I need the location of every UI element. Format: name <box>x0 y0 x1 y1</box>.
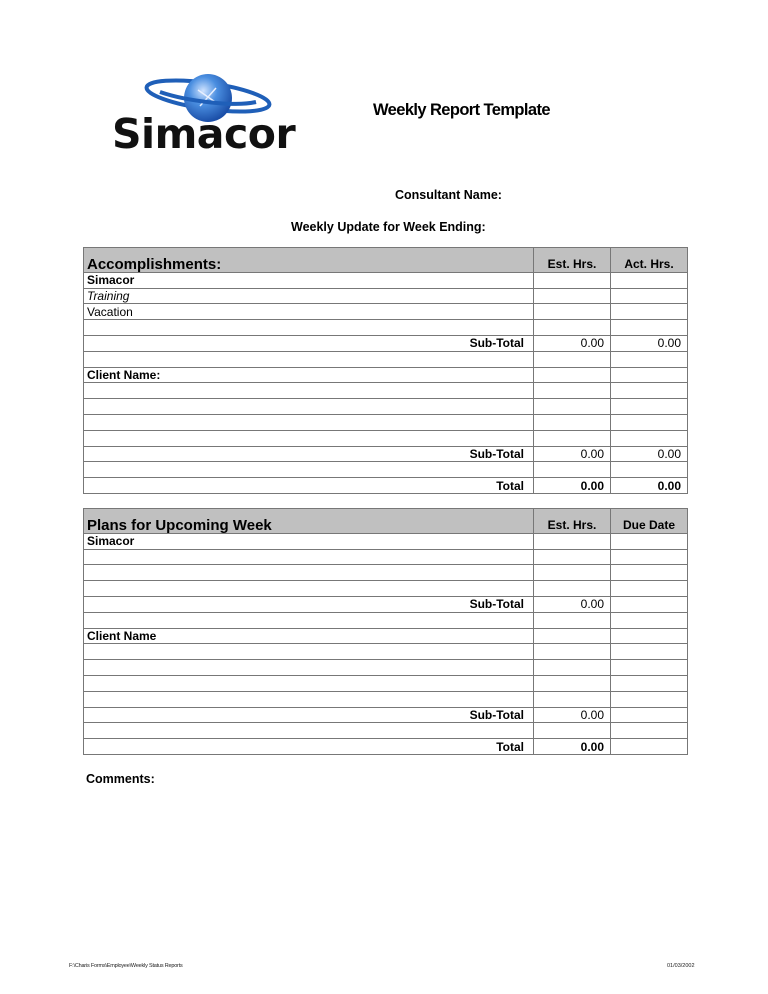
table-row <box>84 430 688 446</box>
row-label-cell[interactable]: Simacor <box>84 533 534 549</box>
table-row <box>84 288 688 304</box>
row-label-cell[interactable]: Sub-Total <box>84 446 534 462</box>
est-hrs-cell[interactable] <box>534 691 611 707</box>
table-row <box>84 549 688 565</box>
due-date-cell[interactable] <box>611 739 688 755</box>
due-date-cell[interactable] <box>611 628 688 644</box>
due-date-cell[interactable] <box>611 596 688 612</box>
act-hrs-cell[interactable] <box>611 430 688 446</box>
due-date-cell[interactable] <box>611 612 688 628</box>
est-hrs-cell[interactable] <box>534 533 611 549</box>
table-header-row <box>84 248 688 273</box>
act-hrs-cell[interactable] <box>611 383 688 399</box>
subtotal-row <box>84 707 688 723</box>
est-hrs-cell[interactable] <box>534 367 611 383</box>
est-hrs-cell[interactable] <box>534 581 611 597</box>
subtotal-row <box>84 335 688 351</box>
est-hrs-cell[interactable] <box>534 462 611 478</box>
est-hrs-header: Est. Hrs. <box>534 248 611 273</box>
act-hrs-cell[interactable] <box>611 272 688 288</box>
footer-date: 01/03/2002 <box>667 963 695 969</box>
table-row <box>84 399 688 415</box>
est-hrs-cell[interactable] <box>534 304 611 320</box>
est-hrs-cell[interactable] <box>534 549 611 565</box>
row-label-cell[interactable]: Simacor <box>84 272 534 288</box>
table-row <box>84 351 688 367</box>
est-hrs-cell[interactable] <box>534 660 611 676</box>
table-row <box>84 272 688 288</box>
act-hrs-cell[interactable] <box>611 414 688 430</box>
due-date-cell[interactable] <box>611 660 688 676</box>
due-date-cell[interactable] <box>611 675 688 691</box>
table-row <box>84 628 688 644</box>
table-row <box>84 581 688 597</box>
table-row <box>84 383 688 399</box>
row-label-cell[interactable]: Client Name <box>84 628 534 644</box>
act-hrs-header: Act. Hrs. <box>611 248 688 273</box>
subtotal-row <box>84 596 688 612</box>
row-label-cell[interactable]: Sub-Total <box>84 596 534 612</box>
subtotal-row <box>84 446 688 462</box>
due-date-header: Due Date <box>611 509 688 534</box>
row-label-cell[interactable]: Sub-Total <box>84 707 534 723</box>
due-date-cell[interactable] <box>611 707 688 723</box>
accomplishments-title: Accomplishments: <box>84 248 534 273</box>
table-row <box>84 304 688 320</box>
table-row <box>84 644 688 660</box>
table-header-row <box>84 509 688 534</box>
table-row <box>84 675 688 691</box>
row-label-cell[interactable] <box>84 462 534 478</box>
act-hrs-cell[interactable] <box>611 304 688 320</box>
consultant-name-label: Consultant Name: <box>395 188 502 202</box>
est-hrs-cell[interactable]: 0.00 <box>534 478 611 494</box>
row-label-cell[interactable] <box>84 320 534 336</box>
plans-table <box>83 508 688 755</box>
act-hrs-cell[interactable]: 0.00 <box>611 446 688 462</box>
row-label-cell[interactable]: Sub-Total <box>84 335 534 351</box>
est-hrs-header: Est. Hrs. <box>534 509 611 534</box>
table-row <box>84 462 688 478</box>
est-hrs-cell[interactable]: 0.00 <box>534 739 611 755</box>
table-row <box>84 367 688 383</box>
act-hrs-cell[interactable] <box>611 288 688 304</box>
logo-text: Simacor <box>112 110 296 158</box>
row-label-cell[interactable] <box>84 691 534 707</box>
est-hrs-cell[interactable] <box>534 272 611 288</box>
row-label-cell[interactable] <box>84 565 534 581</box>
table-row <box>84 723 688 739</box>
est-hrs-cell[interactable] <box>534 430 611 446</box>
row-label-cell[interactable] <box>84 549 534 565</box>
row-label-cell[interactable]: Total <box>84 478 534 494</box>
simacor-logo <box>108 72 318 162</box>
est-hrs-cell[interactable] <box>534 320 611 336</box>
est-hrs-cell[interactable]: 0.00 <box>534 335 611 351</box>
row-label-cell[interactable] <box>84 383 534 399</box>
row-label-cell[interactable] <box>84 660 534 676</box>
due-date-cell[interactable] <box>611 533 688 549</box>
due-date-cell[interactable] <box>611 644 688 660</box>
total-row <box>84 739 688 755</box>
row-label-cell[interactable] <box>84 430 534 446</box>
row-label-cell[interactable] <box>84 351 534 367</box>
est-hrs-cell[interactable] <box>534 644 611 660</box>
row-label-cell[interactable] <box>84 612 534 628</box>
due-date-cell[interactable] <box>611 581 688 597</box>
act-hrs-cell[interactable]: 0.00 <box>611 335 688 351</box>
row-label-cell[interactable] <box>84 644 534 660</box>
accomplishments-table <box>83 247 688 494</box>
est-hrs-cell[interactable] <box>534 399 611 415</box>
act-hrs-cell[interactable] <box>611 462 688 478</box>
row-label-cell[interactable] <box>84 399 534 415</box>
act-hrs-cell[interactable] <box>611 399 688 415</box>
table-row <box>84 691 688 707</box>
act-hrs-cell[interactable]: 0.00 <box>611 478 688 494</box>
row-label-cell[interactable] <box>84 581 534 597</box>
table-row <box>84 533 688 549</box>
row-label-cell[interactable]: Total <box>84 739 534 755</box>
est-hrs-cell[interactable] <box>534 383 611 399</box>
table-row <box>84 612 688 628</box>
est-hrs-cell[interactable] <box>534 351 611 367</box>
est-hrs-cell[interactable] <box>534 288 611 304</box>
due-date-cell[interactable] <box>611 691 688 707</box>
total-row <box>84 478 688 494</box>
row-label-cell[interactable]: Vacation <box>84 304 534 320</box>
row-label-cell[interactable] <box>84 723 534 739</box>
table-row <box>84 414 688 430</box>
footer-file-path: F:\Charis Forms\Employee\Weekly Status Reports <box>69 963 183 969</box>
week-ending-label: Weekly Update for Week Ending: <box>291 220 486 234</box>
row-label-cell[interactable] <box>84 414 534 430</box>
est-hrs-cell[interactable]: 0.00 <box>534 446 611 462</box>
due-date-cell[interactable] <box>611 723 688 739</box>
row-label-cell[interactable]: Training <box>84 288 534 304</box>
act-hrs-cell[interactable] <box>611 367 688 383</box>
plans-title: Plans for Upcoming Week <box>84 509 534 534</box>
row-label-cell[interactable] <box>84 675 534 691</box>
comments-label: Comments: <box>86 772 155 786</box>
due-date-cell[interactable] <box>611 565 688 581</box>
est-hrs-cell[interactable]: 0.00 <box>534 707 611 723</box>
row-label-cell[interactable]: Client Name: <box>84 367 534 383</box>
est-hrs-cell[interactable] <box>534 628 611 644</box>
est-hrs-cell[interactable] <box>534 565 611 581</box>
table-row <box>84 565 688 581</box>
table-row <box>84 320 688 336</box>
act-hrs-cell[interactable] <box>611 351 688 367</box>
table-row <box>84 660 688 676</box>
page-title: Weekly Report Template <box>373 101 550 119</box>
est-hrs-cell[interactable] <box>534 675 611 691</box>
due-date-cell[interactable] <box>611 549 688 565</box>
est-hrs-cell[interactable]: 0.00 <box>534 596 611 612</box>
est-hrs-cell[interactable] <box>534 414 611 430</box>
est-hrs-cell[interactable] <box>534 723 611 739</box>
est-hrs-cell[interactable] <box>534 612 611 628</box>
act-hrs-cell[interactable] <box>611 320 688 336</box>
